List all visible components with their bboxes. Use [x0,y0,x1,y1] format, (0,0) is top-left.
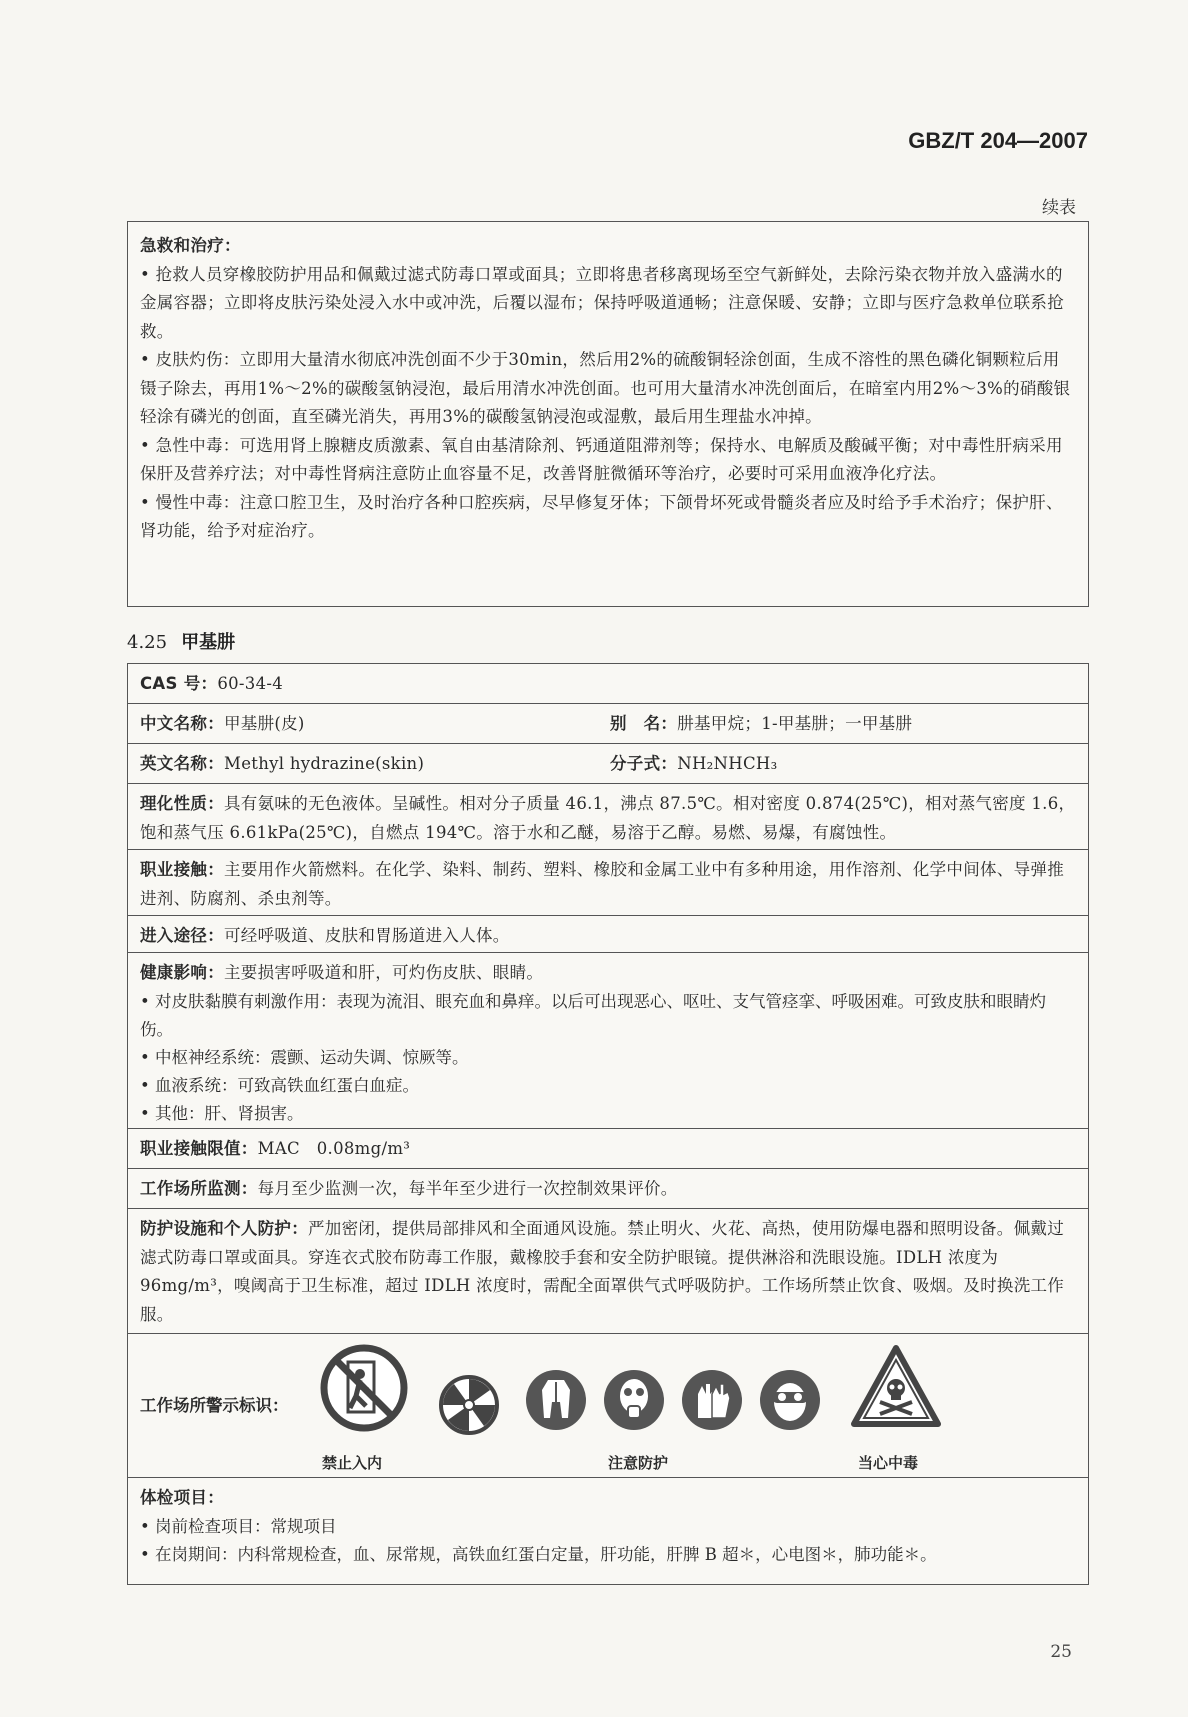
page-number: 25 [1050,1642,1072,1662]
section-title: 甲基肼 [181,632,236,653]
exam-label: 体检项目： [140,1488,224,1507]
health-item: • 对皮肤黏膜有刺激作用：表现为流泪、眼充血和鼻痒。以后可出现恶心、呕吐、支气管痉挛、呼吸困难。可致皮肤和眼睛灼伤。 [140,991,1046,1039]
formula-label: 分子式： [610,754,678,773]
limit-label: 职业接触限值： [140,1139,258,1158]
physchem-value: 具有氨味的无色液体。呈碱性。相对分子质量 46.1，沸点 87.5℃。相对密度 0.874(25℃)，相对蒸气密度 1.6，饱和蒸气压 6.61kPa(25℃)，自燃点 194℃。溶于水和乙醚，易溶于乙醇。易燃、易爆，有腐蚀性。 [140,794,1076,842]
first-aid-item: • 皮肤灼伤：立即用大量清水彻底冲洗创面不少于30min，然后用2%的硫酸铜轻涂创面，生成不溶性的黑色磷化铜颗粒后用镊子除去，再用1%～2%的碳酸氢钠浸泡，最后用清水冲洗创面。也可用大量清水冲洗创面后，在暗室内用2%～3%的硝酸银轻涂有磷光的创面，直至磷光消失，再用3%的碳酸氢钠浸泡或湿敷，最后用生理盐水冲掉。 [140,350,1071,426]
cas-label: CAS 号： [140,674,218,693]
protection-row [128,1209,1088,1334]
protective-suit-icon [524,1368,588,1432]
limit-value: MAC 0.08mg/m³ [257,1139,411,1158]
gloves-icon [680,1368,744,1432]
first-aid-item: • 抢救人员穿橡胶防护用品和佩戴过滤式防毒口罩或面具；立即将患者移离现场至空气新鲜处，去除污染衣物并放入盛满水的金属容器；立即将皮肤污染处浸入水中或冲洗，后覆以湿布；保持呼吸道通畅；注意保暖、安静；立即与医疗急救单位联系抢救。 [140,264,1064,341]
health-item: • 中枢神经系统：震颤、运动失调、惊厥等。 [140,1047,469,1067]
cas-value: 60-34-4 [217,674,284,693]
en-name-row [128,744,1088,784]
first-aid-box [127,221,1089,607]
alias-label: 别 名： [610,714,678,733]
toxic-caption: 当心中毒 [858,1454,919,1472]
exposure-row [128,850,1088,916]
health-value: 主要损害呼吸道和肝，可灼伤皮肤、眼睛。 [224,963,544,982]
physchem-row [128,784,1088,850]
exposure-label: 职业接触： [140,860,224,879]
warning-signs-row [128,1334,1088,1478]
standard-code: GBZ/T 204—2007 [908,128,1088,153]
exam-item: • 岗前检查项目：常规项目 [140,1516,337,1536]
route-row [128,916,1088,953]
health-row [128,953,1088,1129]
section-heading [127,628,235,654]
first-aid-label: 急救和治疗： [140,236,241,255]
protect-caption: 注意防护 [608,1454,669,1472]
exposure-value: 主要用作火箭燃料。在化学、染料、制药、塑料、橡胶和金属工业中有多种用途，用作溶剂、化学中间体、导弹推进剂、防腐剂、杀虫剂等。 [140,860,1064,908]
toxic-warning-icon [850,1344,942,1430]
monitoring-value: 每月至少监测一次，每半年至少进行一次控制效果评价。 [257,1179,678,1198]
substance-table [127,663,1089,1585]
cn-name-label: 中文名称： [140,714,224,733]
route-value: 可经呼吸道、皮肤和胃肠道进入人体。 [224,926,510,945]
section-number: 4.25 [127,632,168,653]
safety-goggles-icon [758,1368,822,1432]
cn-name-row [128,704,1088,744]
warning-signs-label: 工作场所警示标识： [140,1396,289,1415]
route-label: 进入途径： [140,926,224,945]
en-name-value: Methyl hydrazine(skin) [224,754,425,773]
continued-label: 续表 [1042,198,1076,218]
first-aid-item: • 急性中毒：可选用肾上腺糖皮质激素、氧自由基清除剂、钙通道阻滞剂等；保持水、电解质及酸碱平衡；对中毒性肝病采用保肝及营养疗法；对中毒性肾病注意防止血容量不足，改善肾脏微循环等治疗，必要时可采用血液净化疗法。 [140,435,1063,483]
exam-item: • 在岗期间：内科常规检查，血、尿常规，高铁血红蛋白定量，肝功能，肝脾 B 超＊，心电图＊，肺功能＊。 [140,1544,937,1564]
formula-value: NH₂NHCH₃ [677,754,778,773]
physchem-label: 理化性质： [140,794,224,813]
monitoring-label: 工作场所监测： [140,1179,258,1198]
exam-row [128,1478,1088,1570]
gas-mask-icon [602,1368,666,1432]
ventilation-fan-icon [438,1374,500,1436]
protection-label: 防护设施和个人防护： [140,1219,308,1238]
cn-name-value: 甲基肼(皮) [224,714,305,733]
health-item: • 其他：肝、肾损害。 [140,1103,304,1123]
no-entry-icon [320,1344,408,1432]
alias-value: 肼基甲烷；1-甲基肼；一甲基肼 [677,714,913,733]
cas-row [128,664,1088,704]
health-label: 健康影响： [140,963,224,982]
protection-value: 严加密闭，提供局部排风和全面通风设施。禁止明火、火花、高热，使用防爆电器和照明设备。佩戴过滤式防毒口罩或面具。穿连衣式胶布防毒工作服，戴橡胶手套和安全防护眼镜。提供淋浴和洗眼设施。IDLH 浓度为 96mg/m³，嗅阈高于卫生标准，超过 IDLH 浓度时，需配全面罩供气式呼吸防护。工作场所禁止饮食、吸烟。及时换洗工作服。 [140,1219,1065,1324]
health-item: • 血液系统：可致高铁血红蛋白血症。 [140,1075,419,1095]
first-aid-item: • 慢性中毒：注意口腔卫生，及时治疗各种口腔疾病，尽早修复牙体；下颌骨坏死或骨髓炎者应及时给予手术治疗；保护肝、肾功能，给予对症治疗。 [140,492,1063,540]
no-entry-caption: 禁止入内 [322,1454,383,1472]
limit-row [128,1129,1088,1169]
monitoring-row [128,1169,1088,1209]
en-name-label: 英文名称： [140,754,224,773]
